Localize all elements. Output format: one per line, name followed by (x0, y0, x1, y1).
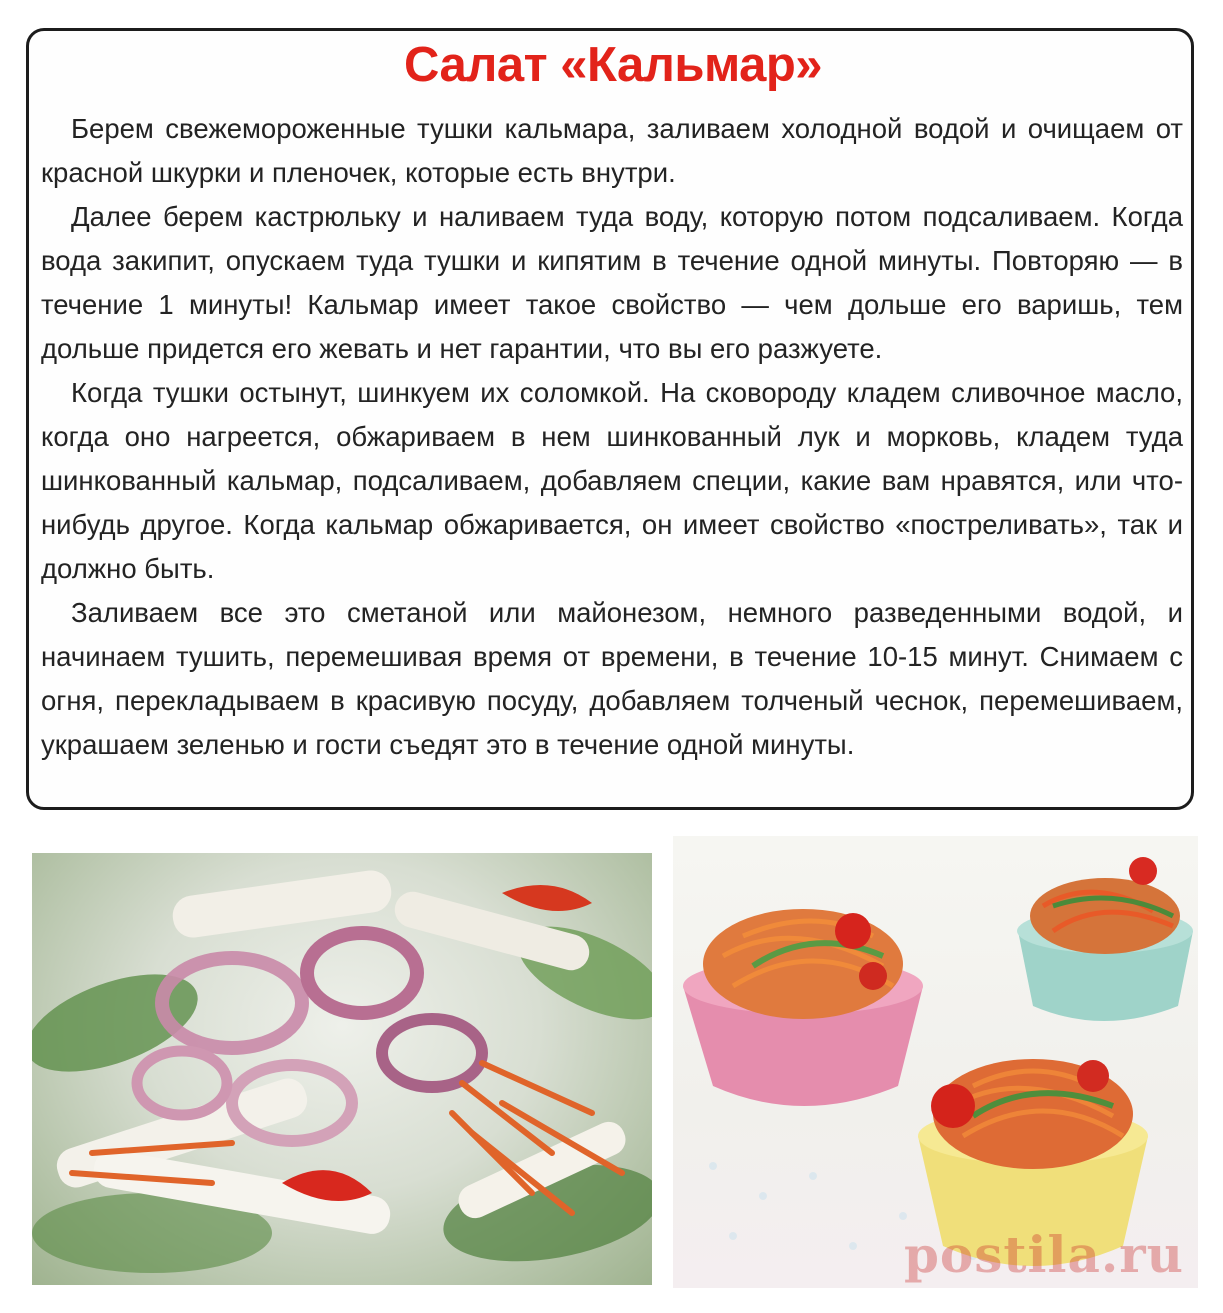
salad-closeup-photo (32, 853, 652, 1285)
watermark: postila.ru (903, 1225, 1184, 1284)
recipe-body (41, 107, 1183, 767)
recipe-paragraph-1: Берем свежемороженные тушки кальмара, заливаем холодной водой и очищаем от красной шкурки и пленочек, которые есть внутри. (41, 113, 1183, 188)
recipe-title: Салат «Кальмар» (403, 38, 823, 92)
recipe-box (26, 28, 1194, 810)
salad-bowls-illustration (673, 836, 1198, 1288)
recipe-paragraph-4: Заливаем все это сметаной или майонезом, немного разведенными водой, и начинаем тушить, перемешивая время от времени, в течение 10-15 минут. Снимаем с огня, перекладываем в красивую посуду, добавляем толченый чеснок, перемешиваем, украшаем зеленью и гости съедят это в течение одной минуты. (41, 597, 1183, 760)
salad-bowls-photo (673, 836, 1198, 1288)
salad-closeup-illustration (32, 853, 652, 1285)
recipe-paragraph-2: Далее берем кастрюльку и наливаем туда воду, которую потом подсаливаем. Когда вода закипит, опускаем туда тушки и кипятим в течение одной минуты. Повторяю — в течение 1 минуты! Кальмар имеет такое свойство — чем дольше его варишь, тем дольше придется его жевать и нет гарантии, что вы его разжуете. (41, 201, 1183, 364)
recipe-paragraph-3: Когда тушки остынут, шинкуем их соломкой. На сковороду кладем сливочное масло, когда оно нагреется, обжариваем в нем шинкованный лук и морковь, кладем туда шинкованный кальмар, подсаливаем, добавляем специи, какие вам нравятся, или что-нибудь другое. Когда кальмар обжаривается, он имеет свойство «постреливать», так и должно быть. (41, 377, 1183, 584)
